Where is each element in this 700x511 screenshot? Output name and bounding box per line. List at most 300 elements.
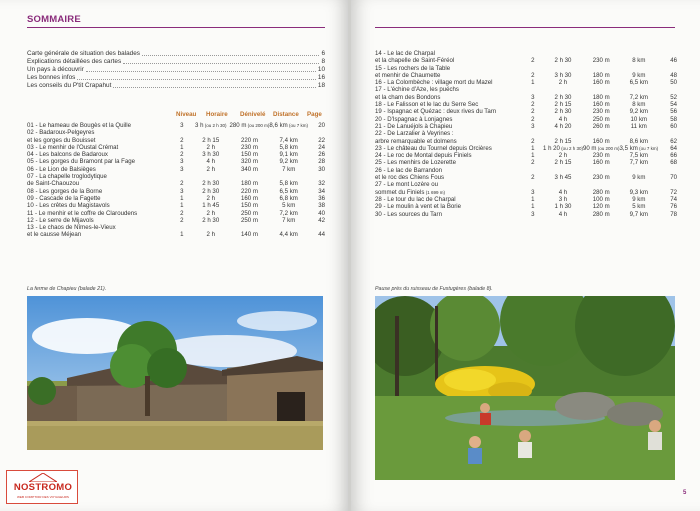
walk-page: 36 [318, 194, 325, 202]
walk-elevation: 280 m (ou 200 m) [229, 122, 270, 129]
walk-duration: 1 h 20 (ou 2 h 30) [542, 144, 583, 152]
walk-name: 27 - Le mont Lozère ou [375, 181, 439, 189]
walk-duration: 2 h [558, 152, 568, 160]
table-row [375, 145, 677, 152]
walk-name: de Saint-Chaouzou [27, 180, 80, 188]
walk-elevation [583, 130, 620, 137]
walk-level [523, 167, 543, 174]
walk-elevation [229, 129, 269, 136]
walk-duration: 2 h 30 [554, 57, 572, 65]
walk-distance: 7 km [282, 216, 296, 224]
walk-level: 2 [531, 71, 535, 79]
walk-page [658, 86, 677, 93]
walk-name: arbre remarquable et dolmens [375, 137, 457, 145]
walk-elevation [583, 50, 620, 57]
walk-name: 30 - Les sources du Tarn [375, 210, 442, 218]
walk-elevation: 280 m [592, 210, 610, 218]
walk-elevation: 160 m [592, 101, 610, 109]
table-row [27, 158, 325, 165]
walk-page: 68 [670, 159, 677, 167]
walk-name: 07 - La chapelle troglodytique [27, 173, 107, 181]
walk-level: 1 [531, 79, 535, 87]
walk-page: 56 [670, 108, 677, 116]
walk-page: 24 [318, 143, 325, 151]
walk-elevation [583, 181, 620, 188]
table-row [375, 138, 677, 145]
table-row [27, 144, 325, 151]
walk-distance [620, 130, 659, 137]
walk-name: 23 - Le château du Tournel depuis Orcières [375, 144, 492, 152]
walk-distance: 4,4 km [279, 231, 298, 239]
walk-duration [192, 224, 229, 231]
intro-item-page: 16 [317, 74, 325, 82]
table-row [27, 122, 325, 129]
walk-level [172, 224, 192, 231]
walk-elevation: 230 m [592, 152, 610, 160]
walk-level: 2 [180, 151, 184, 159]
walk-distance: 8 km [632, 101, 646, 109]
walk-duration: 3 h 30 [202, 151, 220, 159]
walk-distance: 7,7 km [629, 159, 648, 167]
walk-name: et menhir de Chaumette [375, 71, 441, 79]
table-row [375, 211, 677, 218]
walk-level: 3 [531, 210, 535, 218]
walk-duration: 2 h [206, 165, 215, 173]
page-title: SOMMAIRE [27, 14, 81, 25]
table-row [27, 195, 325, 202]
table-row [375, 203, 677, 210]
walk-name: et le causse Méjean [27, 231, 82, 239]
intro-item-label: Explications détaillées des cartes [27, 58, 122, 66]
walk-level [523, 65, 543, 72]
walk-distance: 9,3 km [629, 188, 648, 196]
walk-distance [620, 50, 659, 57]
table-row [375, 196, 677, 203]
walk-elevation: 100 m [592, 195, 610, 203]
walk-level: 2 [531, 101, 535, 109]
walk-elevation: 160 m [592, 79, 610, 87]
walk-distance [620, 65, 659, 72]
walk-page: 38 [318, 202, 325, 210]
table-row [375, 65, 677, 72]
intro-item [27, 74, 325, 82]
intro-item-label: Un pays à découvrir [27, 66, 84, 74]
walk-page: 32 [318, 180, 325, 188]
walk-elevation [229, 173, 269, 180]
walk-duration: 2 h 15 [202, 136, 220, 144]
walk-level [172, 129, 192, 136]
walk-distance: 6,5 km [629, 79, 648, 87]
walk-duration: 2 h 15 [554, 137, 572, 145]
table-row [375, 108, 677, 115]
table-row [27, 180, 325, 187]
header-niveau: Niveau [176, 111, 197, 118]
walk-level: 2 [531, 159, 535, 167]
walk-elevation: 120 m [592, 203, 610, 211]
walk-distance: 9,2 km [279, 158, 298, 166]
walk-elevation [583, 65, 620, 72]
walk-level: 2 [180, 136, 184, 144]
walk-duration [543, 167, 583, 174]
walk-level: 3 [180, 165, 184, 173]
walk-duration: 2 h [206, 143, 215, 151]
walk-level: 1 [180, 231, 184, 239]
walk-elevation: 230 m [592, 57, 610, 65]
intro-item-page: 18 [317, 82, 325, 90]
walk-name: sommet du Finiels (1 699 m) [375, 188, 445, 196]
walk-page: 44 [318, 231, 325, 239]
walk-name: 09 - Cascade de la Fagette [27, 194, 101, 202]
walk-page: 22 [318, 136, 325, 144]
table-row [27, 224, 325, 231]
walk-level [523, 50, 543, 57]
walk-page: 76 [670, 203, 677, 211]
walk-page: 26 [318, 151, 325, 159]
intro-item-label: Carte générale de situation des balades [27, 50, 140, 57]
walk-page: 28 [318, 158, 325, 166]
table-row [27, 129, 325, 136]
table-row [375, 130, 677, 137]
walk-distance: 7 km [282, 165, 296, 173]
walk-duration [543, 86, 583, 93]
walk-name: 26 - Le lac de Barrandon [375, 166, 443, 174]
walk-name: 08 - Les gorges de la Borne [27, 187, 103, 195]
walk-distance: 5,8 km [279, 180, 298, 188]
walk-name: 10 - Les crêtes du Magistavols [27, 202, 110, 210]
logo-tagline: WEB COMPTOIR DES VOYAGEURS [17, 495, 69, 499]
walk-elevation: 90 m (ou 200 m) [582, 144, 620, 152]
walk-page: 78 [670, 210, 677, 218]
walk-distance-alt: (ou 7 km) [287, 123, 308, 128]
walk-name: 24 - Le roc de Montal depuis Finiels [375, 152, 472, 160]
walk-page: 64 [670, 144, 677, 152]
table-row [27, 188, 325, 195]
walk-page [308, 173, 325, 180]
intro-item [27, 66, 325, 74]
walk-level: 2 [531, 115, 535, 123]
walk-duration: 2 h [206, 231, 215, 239]
intro-item [27, 58, 325, 66]
walk-duration-alt: (ou 2 h 30) [203, 123, 227, 128]
intro-item-page: 10 [317, 66, 325, 74]
header-denivele: Dénivelé [240, 111, 266, 118]
walk-name: 16 - La Colombèche : village mort du Mazel [375, 79, 493, 87]
leader-dots [77, 74, 316, 80]
walk-level: 3 [180, 158, 184, 166]
photo-caption-left: La ferme de Chapieu (balade 21). [27, 286, 107, 292]
walk-level: 1 [531, 203, 535, 211]
walk-distance: 6,5 km [279, 187, 298, 195]
table-row [375, 57, 677, 64]
walk-level: 1 [180, 143, 184, 151]
walk-duration: 2 h [558, 79, 568, 87]
walk-elevation [583, 86, 620, 93]
walk-level: 3 [180, 187, 184, 195]
walk-page: 50 [670, 79, 677, 87]
walk-page: 52 [670, 93, 677, 101]
intro-item [27, 50, 325, 58]
walk-level: 2 [531, 174, 535, 182]
walk-page: 30 [318, 165, 325, 173]
table-row [375, 167, 677, 174]
walk-page: 60 [670, 122, 677, 130]
walk-elevation: 220 m [240, 187, 258, 195]
walk-page [308, 224, 325, 231]
walk-level: 1 [531, 152, 535, 160]
walk-level [523, 130, 543, 137]
walk-duration: 1 h 45 [202, 202, 220, 210]
intro-list [27, 50, 325, 90]
walk-level: 3 [180, 122, 184, 129]
walk-level: 2 [531, 57, 535, 65]
walk-name: 21 - De Lanuéjols à Chapieu [375, 122, 453, 130]
table-row [375, 94, 677, 101]
walk-page: 72 [670, 188, 677, 196]
header-horaire: Horaire [206, 111, 228, 118]
table-row [27, 166, 325, 173]
walk-level: 1 [180, 194, 184, 202]
walk-name: 04 - Les balcons de Badaroux [27, 151, 108, 159]
table-row [375, 86, 677, 93]
table-row [375, 181, 677, 188]
table-row [375, 101, 677, 108]
walk-duration: 2 h 30 [554, 93, 572, 101]
walk-name: 20 - D'Ispagnac à Lonjagnes [375, 115, 453, 123]
title-rule-right [375, 27, 675, 28]
walk-duration: 2 h 30 [202, 180, 220, 188]
walk-duration: 3 h (ou 2 h 30) [194, 122, 227, 129]
walk-page: 62 [670, 137, 677, 145]
farm-photo [27, 296, 323, 450]
walk-elevation [229, 224, 269, 231]
walk-distance: 9,7 km [629, 210, 648, 218]
walk-distance: 7,4 km [279, 136, 298, 144]
walk-distance: 5,8 km [279, 143, 298, 151]
walk-page: 20 [318, 122, 325, 129]
walk-duration: 2 h 30 [202, 187, 220, 195]
walk-duration: 3 h [558, 195, 568, 203]
walk-name: 18 - Le Falisson et le lac du Serre Sec [375, 101, 479, 109]
leader-dots [86, 66, 316, 72]
table-row [27, 210, 325, 217]
walk-level: 2 [180, 216, 184, 224]
walk-level: 2 [180, 209, 184, 217]
walk-level: 1 [531, 144, 535, 152]
table-row [375, 189, 677, 196]
walk-name: 25 - Les menhirs de Lozerette [375, 159, 456, 167]
intro-item-page: 8 [321, 58, 325, 66]
walk-elevation: 220 m [240, 136, 258, 144]
walk-duration: 4 h [558, 115, 568, 123]
walk-page [658, 130, 677, 137]
walk-distance: 11 km [630, 122, 647, 130]
intro-item-label: Les bonnes infos [27, 74, 76, 82]
intro-item-page: 6 [321, 50, 325, 57]
walk-elevation: 250 m [592, 115, 610, 123]
walk-distance: 10 km [630, 115, 648, 123]
walk-distance [620, 167, 659, 174]
walk-distance [269, 173, 308, 180]
walk-duration: 4 h [558, 210, 568, 218]
walk-page: 34 [318, 187, 325, 195]
walk-level [523, 181, 543, 188]
walk-elevation: 180 m [592, 93, 610, 101]
walk-page [658, 65, 677, 72]
left-page [0, 0, 349, 511]
walk-elevation: 160 m [592, 137, 610, 145]
walk-name: 03 - Le menhir de l'Oustal Crémat [27, 143, 119, 151]
walk-elevation: 260 m [592, 122, 610, 130]
walk-distance: 7,5 km [629, 152, 648, 160]
walk-level: 2 [531, 137, 535, 145]
table-row [375, 50, 677, 57]
walk-name: 01 - Le hameau de Bougès et la Quille [27, 122, 132, 129]
walk-name: 15 - Les rochers de la Table [375, 64, 451, 72]
walk-duration [543, 50, 583, 57]
intro-item [27, 82, 325, 90]
walk-elevation: 280 m [592, 188, 610, 196]
table-row [27, 137, 325, 144]
leader-dots [123, 58, 319, 64]
walk-elevation: 160 m [240, 194, 258, 202]
walks-table-right [375, 50, 677, 218]
walk-duration [543, 181, 583, 188]
leader-dots [113, 82, 316, 88]
walk-duration: 2 h [206, 194, 215, 202]
walk-distance [620, 86, 659, 93]
walk-level [172, 173, 192, 180]
walk-elevation-alt: (ou 200 m) [596, 145, 620, 151]
walk-name: 06 - Le Lion de Balsièges [27, 165, 96, 173]
walk-elevation: 250 m [240, 216, 258, 224]
table-row [27, 231, 325, 238]
walk-distance: 9,1 km [279, 151, 298, 159]
walk-name-alt: (1 699 m) [424, 189, 445, 195]
walk-elevation: 180 m [240, 180, 258, 188]
walk-distance: 5 km [282, 202, 296, 210]
walk-distance: 9,2 km [629, 108, 648, 116]
intro-item-label: Les conseils du P'tit Crapahut [27, 82, 112, 90]
walk-elevation: 230 m [240, 143, 258, 151]
walk-name: 14 - Le lac de Charpal [375, 50, 435, 57]
walk-elevation: 150 m [240, 151, 258, 159]
walk-elevation [583, 167, 620, 174]
walk-level: 2 [180, 180, 184, 188]
walk-level: 2 [531, 108, 535, 116]
walk-duration [192, 129, 229, 136]
walk-level: 1 [531, 195, 535, 203]
table-row [375, 152, 677, 159]
walk-level: 3 [531, 93, 535, 101]
walk-name: 28 - Le tour du lac de Charpal [375, 195, 456, 203]
header-distance: Distance [273, 111, 299, 118]
walk-distance: 9 km [632, 195, 646, 203]
walk-distance: 7,2 km [629, 93, 648, 101]
walk-name: 05 - Les gorges du Bramont par la Fage [27, 158, 136, 166]
page-number: 5 [683, 490, 687, 496]
walk-page [658, 167, 677, 174]
walk-page [658, 181, 677, 188]
walk-elevation: 320 m [240, 158, 258, 166]
walk-page: 42 [318, 216, 325, 224]
nostromo-logo [6, 470, 78, 504]
table-row [375, 159, 677, 166]
walk-distance [620, 181, 659, 188]
walk-distance-alt: (ou 7 km) [637, 145, 659, 151]
walk-distance [269, 224, 308, 231]
walk-distance: 8,6 km (ou 7 km) [269, 122, 308, 129]
leader-dots [142, 50, 319, 56]
table-row [375, 174, 677, 181]
walk-elevation: 180 m [592, 71, 610, 79]
walk-level [523, 86, 543, 93]
walk-name: 22 - De Larzalier à Veyrines : [375, 130, 454, 138]
walk-duration: 3 h 45 [554, 174, 572, 182]
walk-distance: 8 km [632, 57, 646, 65]
table-row [27, 202, 325, 209]
walk-duration: 4 h [558, 188, 568, 196]
walk-page: 48 [670, 71, 677, 79]
table-row [27, 217, 325, 224]
walk-elevation: 160 m [592, 159, 610, 167]
walk-page: 66 [670, 152, 677, 160]
walk-page: 58 [670, 115, 677, 123]
walk-name: 11 - Le menhir et le coffre de Claroudens [27, 209, 138, 217]
walk-duration: 2 h [206, 209, 215, 217]
walk-page [658, 50, 677, 57]
walk-elevation-alt: (ou 200 m) [246, 123, 270, 128]
walk-duration: 4 h 20 [554, 122, 572, 130]
walk-elevation: 230 m [592, 174, 610, 182]
photo-caption-right: Pause près du ruisseau de Fustugères (balade 8). [375, 286, 493, 292]
walk-duration: 4 h [206, 158, 215, 166]
walk-name: 12 - Le serre de Mijavols [27, 216, 94, 224]
walk-duration [543, 130, 583, 137]
walk-name: et les gorges du Bouisset [27, 136, 96, 144]
walk-name: 17 - L'échine d'Aze, les puéchs [375, 86, 459, 94]
walk-distance: 7,2 km [279, 209, 298, 217]
walk-distance: 8,6 km [629, 137, 648, 145]
table-row [375, 116, 677, 123]
walk-distance: 6,8 km [279, 194, 298, 202]
walk-elevation: 150 m [240, 202, 258, 210]
walk-distance: 5 km [632, 203, 646, 211]
walk-level: 3 [531, 122, 535, 130]
walk-name: et la chapelle de Saint-Féréol [375, 57, 455, 65]
walk-duration: 2 h 30 [554, 108, 572, 116]
stream-photo [375, 296, 675, 480]
walk-name: et le roc des Chiens Fous [375, 174, 445, 182]
walk-distance: 3,5 km (ou 7 km) [619, 144, 659, 152]
walk-duration: 3 h 30 [554, 71, 572, 79]
walk-page: 74 [670, 195, 677, 203]
walk-elevation: 250 m [240, 209, 258, 217]
walk-page: 40 [318, 209, 325, 217]
walk-level: 3 [531, 188, 535, 196]
walk-duration: 2 h 15 [554, 101, 572, 109]
walk-elevation: 340 m [240, 165, 258, 173]
walk-level: 1 [180, 202, 184, 210]
table-row [27, 151, 325, 158]
walk-distance [269, 129, 308, 136]
walk-page [308, 129, 325, 136]
title-rule [27, 27, 325, 28]
table-row [375, 72, 677, 79]
table-row [375, 123, 677, 130]
walk-page: 54 [670, 101, 677, 109]
walk-distance: 9 km [632, 174, 646, 182]
walk-name: 19 - Ispagnac et Quézac : deux rives du Tarn [375, 108, 497, 116]
